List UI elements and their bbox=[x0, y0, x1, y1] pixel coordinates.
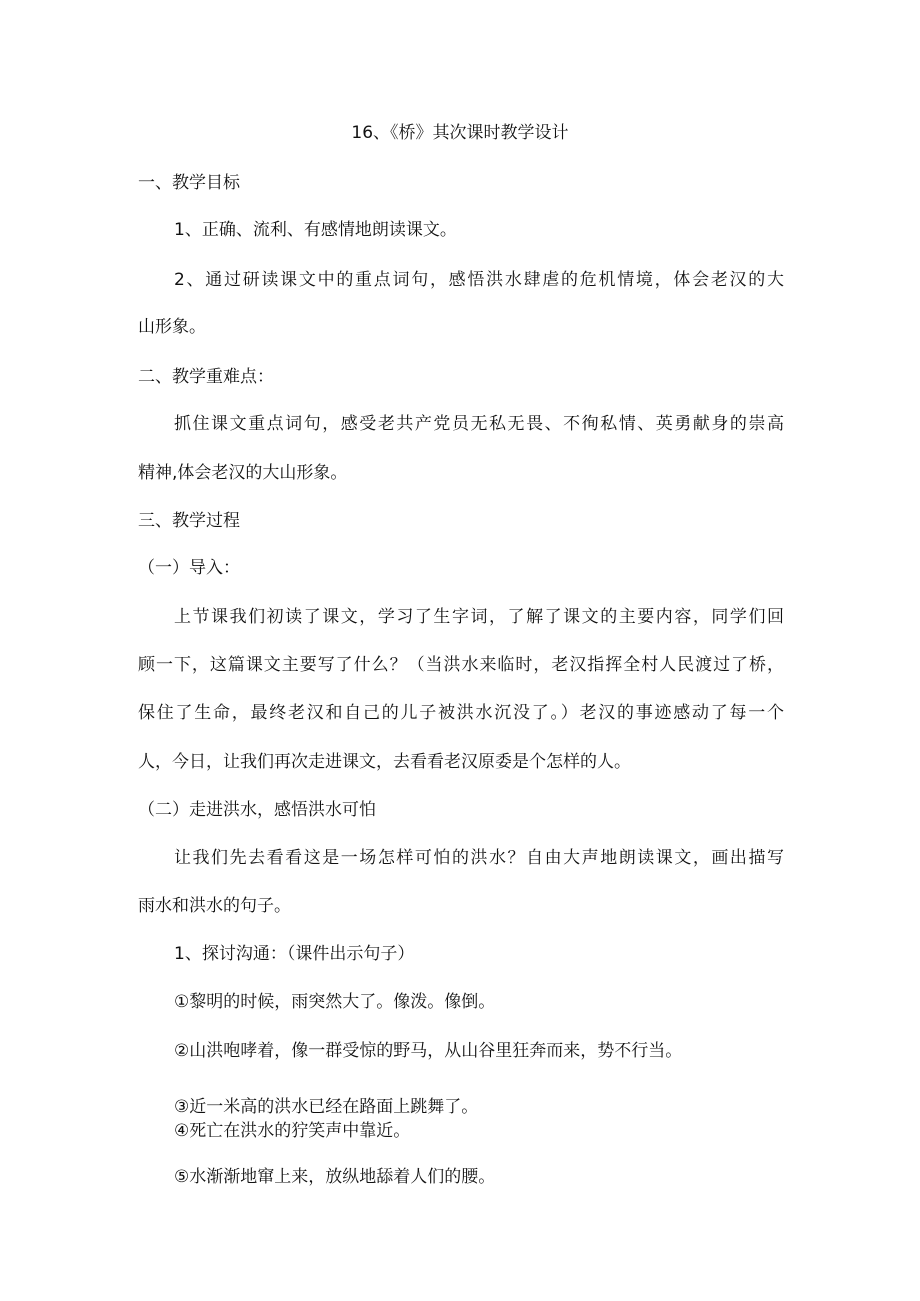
flood-paragraph-line-2: 雨水和洪水的句子。 bbox=[138, 896, 291, 916]
document-title: 16、《桥》其次课时教学设计 bbox=[351, 123, 569, 143]
objective-item-2-line-1: 2、通过研读课文中的重点词句，感悟洪水肆虐的危机情境，体会老汉的大 bbox=[174, 270, 784, 290]
flood-paragraph-line-1: 让我们先去看看这是一场怎样可怕的洪水？自由大声地朗读课文，画出描写 bbox=[174, 848, 784, 868]
objective-item-1: 1、正确、流利、有感情地朗读课文。 bbox=[174, 220, 457, 240]
intro-paragraph-line-3: 保住了生命，最终老汉和自己的儿子被洪水沉没了。）老汉的事迹感动了每一个 bbox=[138, 703, 784, 723]
intro-paragraph-line-1: 上节课我们初读了课文，学习了生字词，了解了课文的主要内容，同学们回 bbox=[174, 607, 784, 627]
subsection-heading-intro: （一）导入： bbox=[138, 558, 240, 578]
section-heading-objectives: 一、教学目标 bbox=[138, 173, 240, 193]
section-heading-key-points: 二、教学重难点： bbox=[138, 367, 274, 387]
sentence-3: ③近一米高的洪水已经在路面上跳舞了。 bbox=[174, 1097, 479, 1117]
intro-paragraph-line-4: 人，今日，让我们再次走进课文，去看看老汉原委是个怎样的人。 bbox=[138, 752, 631, 772]
key-points-line-2: 精神,体会老汉的大山形象。 bbox=[138, 463, 348, 483]
intro-paragraph-line-2: 顾一下，这篇课文主要写了什么？（当洪水来临时，老汉指挥全村人民渡过了桥， bbox=[138, 655, 784, 675]
sentence-5: ⑤水渐渐地窜上来，放纵地舔着人们的腰。 bbox=[174, 1167, 496, 1187]
section-heading-process: 三、教学过程 bbox=[138, 511, 240, 531]
sentence-4: ④死亡在洪水的狞笑声中靠近。 bbox=[174, 1121, 411, 1141]
discussion-item-1: 1、探讨沟通：（课件出示句子） bbox=[174, 944, 415, 964]
subsection-heading-flood: （二）走进洪水，感悟洪水可怕 bbox=[138, 800, 376, 820]
objective-item-2-line-2: 山形象。 bbox=[138, 317, 206, 337]
sentence-2: ②山洪咆哮着，像一群受惊的野马，从山谷里狂奔而来，势不行当。 bbox=[174, 1041, 683, 1061]
key-points-line-1: 抓住课文重点词句，感受老共产党员无私无畏、不徇私情、英勇献身的崇高 bbox=[174, 414, 784, 434]
sentence-1: ①黎明的时候，雨突然大了。像泼。像倒。 bbox=[174, 992, 496, 1012]
